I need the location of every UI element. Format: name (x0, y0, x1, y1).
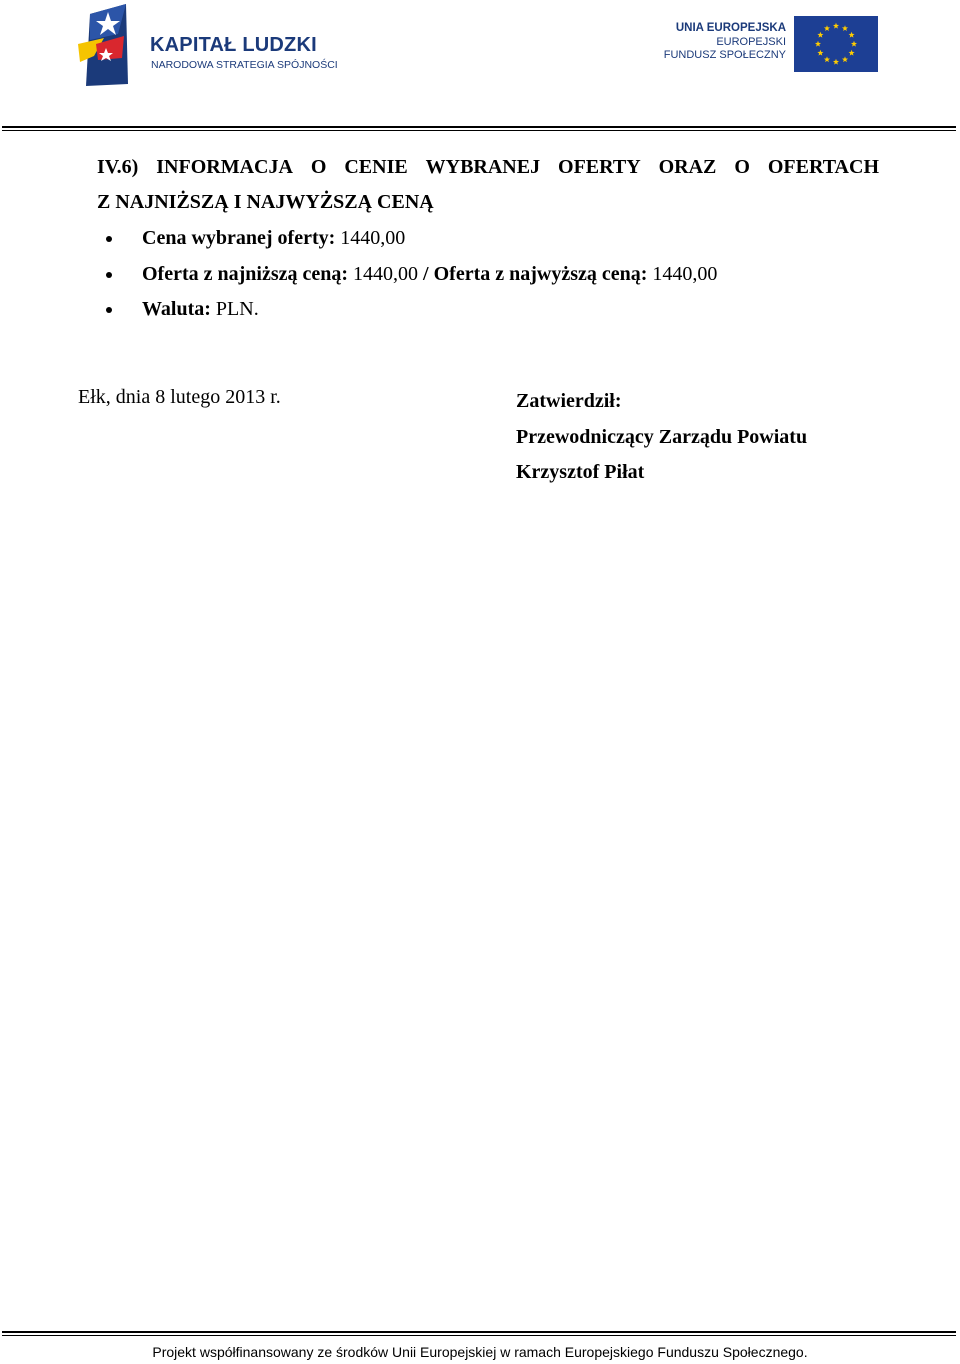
bullet-icon (106, 307, 112, 313)
heading-word: CENIE (344, 156, 408, 178)
kapital-ludzki-subtitle: NARODOWA STRATEGIA SPÓJNOŚCI (151, 59, 338, 71)
list-item-lowest-highest (97, 257, 897, 293)
heading-word: OFERTY (558, 156, 641, 178)
heading-word: INFORMACJA (156, 156, 293, 178)
place-date: Ełk, dnia 8 lutego 2013 r. (78, 386, 281, 408)
kapital-ludzki-logo (78, 4, 348, 88)
footer-rule (2, 1331, 956, 1333)
currency-label: Waluta: (142, 298, 211, 320)
header-rule (2, 126, 956, 128)
footer-rule-thin (2, 1335, 956, 1336)
list-item-currency (97, 292, 897, 328)
heading-word: O (310, 156, 327, 178)
signature-role: Przewodniczący Zarządu Powiatu (516, 425, 808, 448)
heading-word: O (734, 156, 750, 178)
section-heading-line2: Z NAJNIŻSZĄ I NAJWYŻSZĄ CENĄ (97, 191, 434, 213)
eu-logo-line2: EUROPEJSKI (716, 35, 786, 48)
eu-logo-line3: FUNDUSZ SPOŁECZNY (663, 49, 786, 61)
currency-value: PLN. (210, 298, 259, 320)
kapital-ludzki-mark-icon (78, 4, 134, 88)
lowest-price-label: Oferta z najniższą ceną: (142, 262, 349, 285)
eu-logo-text (664, 22, 786, 63)
footer-text: Projekt współfinansowany ze środków Unii Europejskiej w ramach Europejskiego Funduszu Społecznego. (152, 1344, 808, 1360)
kapital-ludzki-title: KAPITAŁ LUDZKI (150, 34, 317, 56)
bullet-icon (106, 236, 112, 242)
selected-price-value: 1440,00 (335, 227, 406, 249)
eu-flag-icon (794, 16, 878, 72)
signature-block (516, 386, 807, 493)
eu-logo (660, 16, 880, 74)
header-rule-thin (2, 130, 956, 131)
heading-word: WYBRANEJ (425, 156, 541, 178)
eu-logo-line1: UNIA EUROPEJSKA (675, 22, 786, 34)
highest-price-value: 1440,00 (647, 262, 718, 285)
highest-price-label: Oferta z najwyższą ceną: (428, 262, 648, 285)
section-heading-line1 (97, 150, 879, 185)
bullet-icon (106, 272, 112, 278)
list-item-selected-price (97, 221, 897, 257)
heading-word: IV.6) (97, 156, 139, 178)
price-bullet-list (97, 221, 897, 328)
heading-word: ORAZ (658, 156, 717, 178)
signature-name: Krzysztof Piłat (516, 461, 645, 483)
section-heading (97, 150, 879, 220)
heading-word: OFERTACH (767, 156, 879, 178)
price-separator: / (423, 262, 429, 285)
lowest-price-value: 1440,00 (348, 262, 424, 285)
signature-approved: Zatwierdził: (516, 390, 622, 412)
selected-price-label: Cena wybranej oferty: (142, 227, 336, 249)
